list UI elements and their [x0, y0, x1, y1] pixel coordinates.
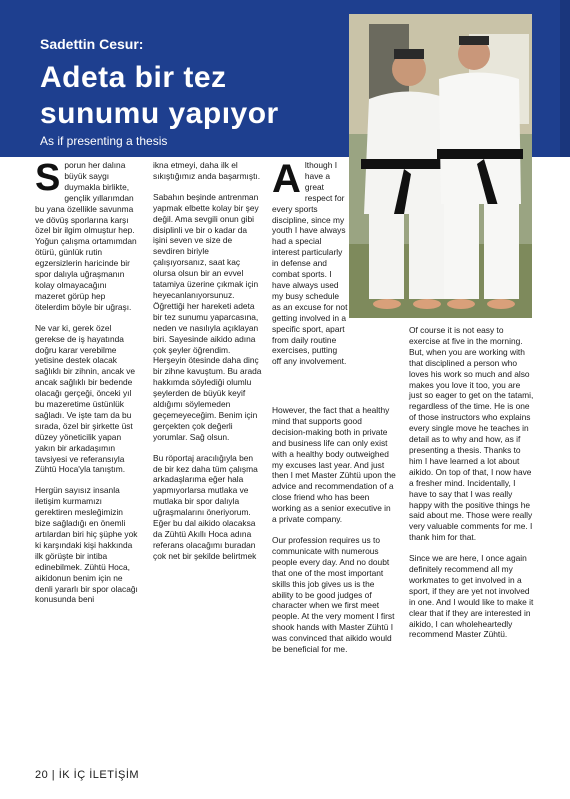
- article-title: Adeta bir tez sunumu yapıyor: [40, 61, 279, 130]
- turkish-paragraph-1: porun her dalına büyük saygı duymakla birlikte, gençlik yıllarımdan bu yana özellikle savunma ve dövüş sporlarına karşı özel bir ilgim olmuştur hep. Yoğun çalışma ortamımdan ötürü, günlük rutin egzersizlerin haricinde bir spor dalıyla uğraşmanın kolay olmayacağını mazeret görüp hep ötelerdim böyle bir uğraşı.: [35, 160, 137, 312]
- turkish-paragraph-5: Sabahın beşinde antrenman yapmak elbette kolay bir şey değil. Ama sevgili onun gibi disiplinli ve bir o kadar da işini seven ve size de sevdiren biriyle çalışıyorsanız, saat kaç olursa olsun bir an evvel tatamiya üzerine çıkmak için heyecanlanıyorsunuz. Öğrettiği her hareketi adeta bir tez sunumu yaparcasına, neden ve nasılıyla açıklayan biri. Sayesinde aikido adına çok şeyler öğrendim. Herşeyin ötesinde daha dinç bir zihne kavuştum. Bu arada hakkımda söylediği olumlu şeylerden de büyük keyif aldığımı söylemeden geçemeyeceğim. Benim için gerçekten çok değerli yorumlar. Sağ olsun.: [153, 191, 262, 442]
- english-column-1-lower: [272, 405, 397, 665]
- turkish-paragraph-2: Ne var ki, gerek özel gerekse de iş hayatında doğru karar verebilme yetisine destek olacak sağlıklı bir zihnin, ancak ve ancak sağlıklı bir bedende olacağı gerçeği, önceki yıl bu mazeretime üstünlük sağladı. Ve işte tam da bu sırada, özel bir şirkette üst düzey yöneticilik yapan yakın bir arkadaşımın tavsiyesi ve referansıyla Zühtü Hoca'yla tanıştım.: [35, 322, 136, 475]
- turkish-dropcap: S: [35, 157, 61, 199]
- article-subtitle: As if presenting a thesis: [40, 134, 168, 148]
- turkish-paragraph-3: Hergün sayısız insanla iletişim kurmamızı gerektiren mesleğimizin bize sağladığı en önemli artılardan biri hiç şüphe yok ki karşındaki kişi hakkında ilk görüşte bir intiba edinebilmek. Zühtü Hoca, aikidonun benim için ne denli yararlı bir spor olacağı konusunda beni: [35, 485, 138, 605]
- english-paragraph-1: Although I have a great respect for every sports discipline, since my youth I have always had a special interest particularly in defense and combat sports. I have always used my busy schedule as an excuse for not getting involved in a specific sport, apart from daily routine exercises, putting off any involvement.: [272, 157, 348, 367]
- english-paragraph-4: Of course it is not easy to exercise at five in the morning. But, when you are working with that disciplined a person who loves his work so much and also makes you love it too, you are just so eager to get on the tatami, regardless of the time. He is one of those instructors who explains every single move he teaches in detail as to why and how, as if presenting a thesis. Thanks to him I have learned a lot about aikido. On top of that, I now have a fresher mind. Incidentally, I have to say that I was really happy with the positive things he said about me. Those were really very valuable comments for me. I thank him for that.: [409, 325, 534, 543]
- english-paragraph-2: However, the fact that a healthy mind that supports good decision-making both in private and business life can only exist with a healthy body outweighed my excuses last year. And just then I met Master Zühtü upon the advice and recommendation of a close friend who has been working as a senior executive in a private company.: [272, 405, 396, 525]
- turkish-paragraph-6: Bu röportaj aracılığıyla ben de bir kez daha tüm çalışma arkadaşlarıma eğer hala yapmıyorlarsa mutlaka ve mutlaka bir spor dalıyla uğraşmalarını öneriyorum. Eğer bu dal aikido olacaksa da Zühtü Akıllı Hoca adına referans olacağımı buradan çok net bir şekilde belirtmek: [153, 452, 258, 561]
- turkish-paragraph-4: ikna etmeyi, daha ilk el sıkıştığımız anda başarmıştı.: [153, 160, 261, 181]
- english-paragraph-3: Our profession requires us to communicate with numerous people every day. And no doubt that one of the most important skills this job gives us is the ability to be good judges of character when we first meet people. At the very moment I first shook hands with Master Zühtü I was convinced that aikido would be beneficial for me.: [272, 534, 395, 655]
- english-column-2: [409, 325, 535, 650]
- english-column-1-narrow: [272, 157, 348, 377]
- karate-photo: [349, 14, 532, 318]
- english-paragraph-5: Since we are here, I once again definitely recommend all my workmates to get involved in a sport, if they are yet not involved in one. And I would like to make it clear that if they are interested in aikido, I can wholeheartedly recommend Master Zühtü.: [409, 553, 534, 640]
- author-name: Sadettin Cesur:: [40, 36, 144, 52]
- turkish-column-2: [153, 160, 263, 572]
- photo-two-men-karate-gi-icon: [349, 14, 532, 318]
- page-footer: 20 | İK İÇ İLETİŞİM: [35, 769, 140, 781]
- turkish-column-1: [35, 157, 138, 615]
